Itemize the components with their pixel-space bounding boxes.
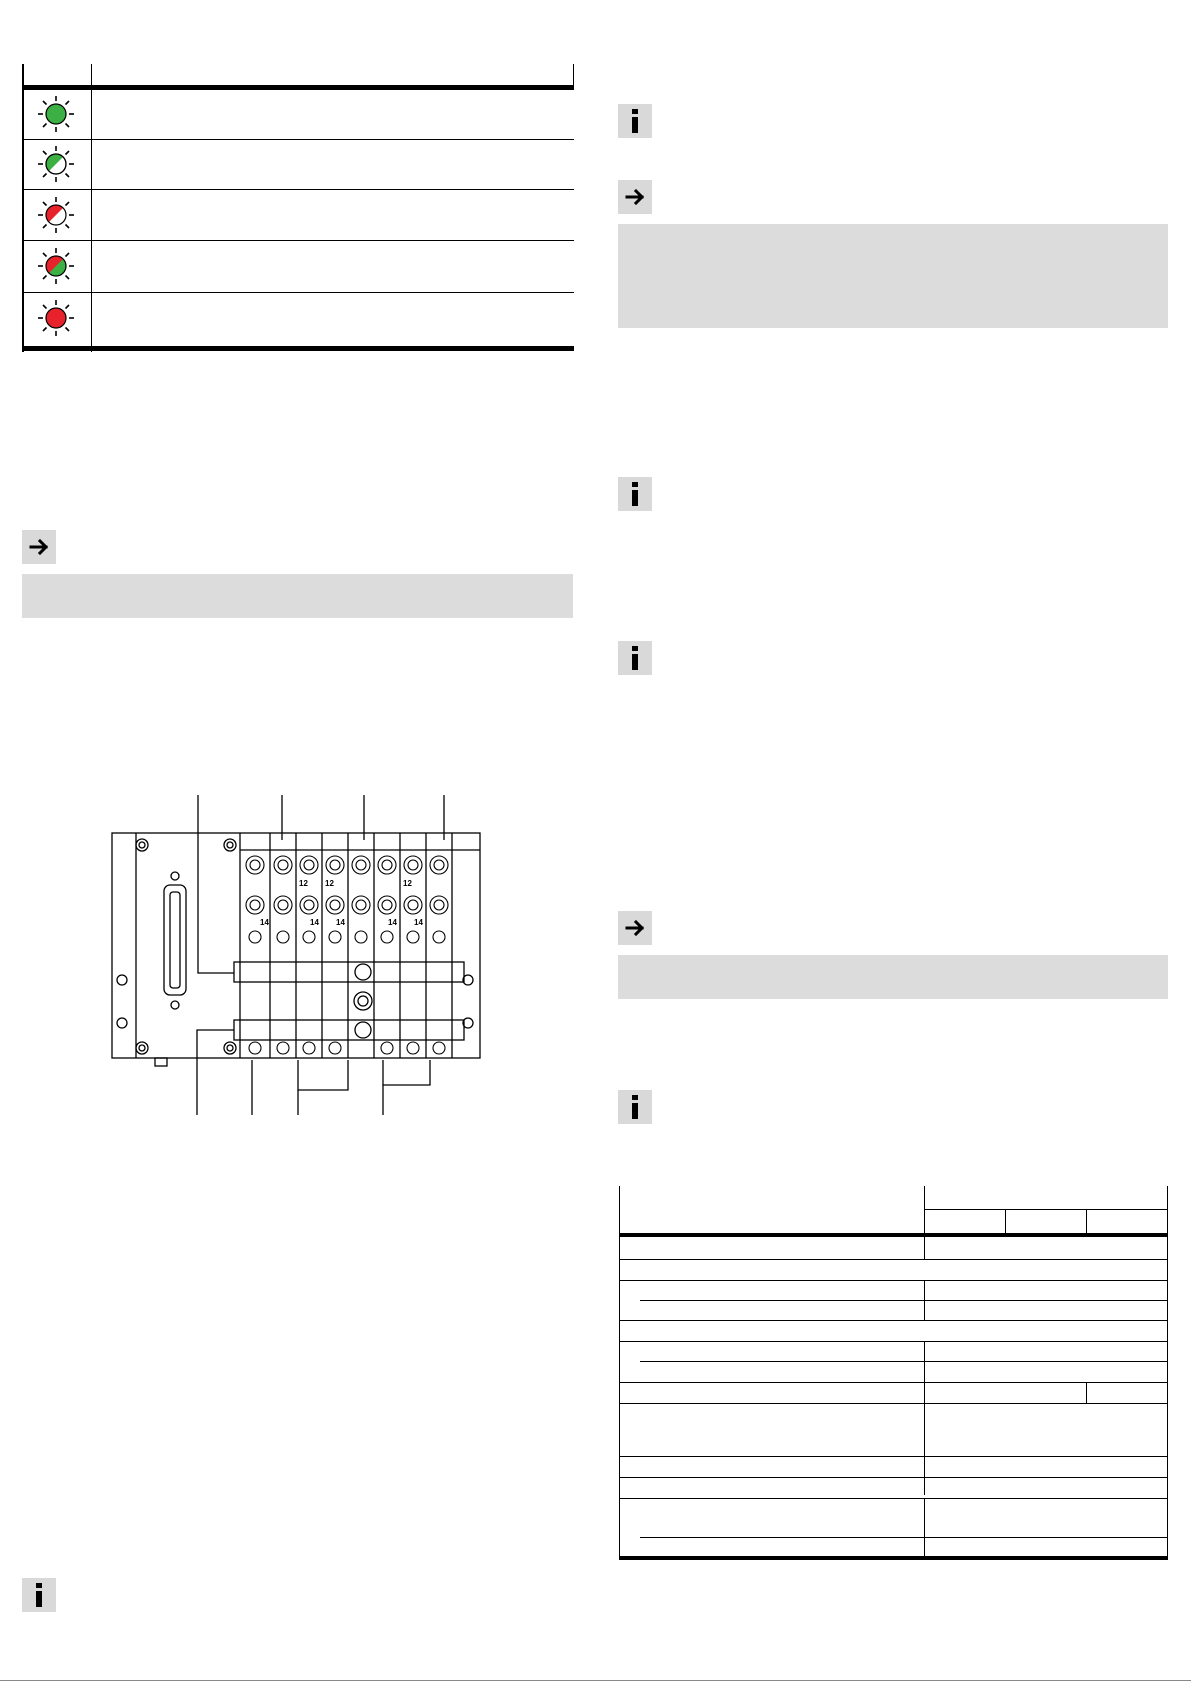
table-header-subcol (1005, 1209, 1006, 1234)
table-header-subcol (1086, 1209, 1087, 1234)
info-icon (618, 641, 652, 675)
led-green-flashing-icon (36, 144, 76, 184)
table-border-left (619, 1186, 620, 1560)
valve-terminal-figure (100, 790, 490, 1120)
arrow-right-icon (618, 911, 652, 945)
table-header-rule (619, 1233, 1168, 1237)
table-bottom-rule (619, 1556, 1168, 1560)
led-red-flashing-icon (36, 195, 76, 235)
table-row-divider (619, 1280, 1168, 1281)
port-label-14: 14 (336, 918, 345, 927)
instruction-banner (22, 574, 573, 618)
table-row-divider (640, 1537, 1168, 1538)
table-row-divider (619, 1320, 1168, 1321)
info-icon (618, 1090, 652, 1124)
table-row-divider (22, 139, 574, 140)
table-border-right (1167, 1186, 1168, 1560)
port-label-14: 14 (414, 918, 423, 927)
table-row-divider (619, 1259, 1168, 1260)
table-row-divider (619, 1456, 1168, 1457)
table-row-divider (619, 1477, 1168, 1478)
table-row-divider (619, 1498, 1168, 1499)
port-label-14: 14 (310, 918, 319, 927)
instruction-banner (618, 224, 1168, 328)
table-row-divider (640, 1361, 1168, 1362)
table-column-divider (91, 64, 92, 352)
table-bottom-rule (22, 346, 574, 351)
table-column-divider (1086, 1382, 1087, 1403)
table-header-rule (22, 85, 574, 90)
port-label-14: 14 (260, 918, 269, 927)
table-row-divider (22, 292, 574, 293)
arrow-right-icon (22, 530, 56, 564)
table-column-divider (924, 1186, 925, 1260)
table-border-left (22, 64, 24, 352)
port-label-12: 12 (325, 879, 334, 888)
arrow-right-icon (618, 180, 652, 214)
instruction-banner (618, 955, 1168, 999)
info-icon (618, 477, 652, 511)
info-icon (22, 1578, 56, 1612)
port-label-12: 12 (299, 879, 308, 888)
port-label-14: 14 (388, 918, 397, 927)
table-header-subrule (924, 1209, 1168, 1210)
table-column-divider (924, 1498, 925, 1558)
info-icon (618, 104, 652, 138)
table-row-divider (22, 189, 574, 190)
led-red-icon (36, 298, 76, 338)
led-red-green-icon (36, 246, 76, 286)
table-row-divider (619, 1403, 1168, 1404)
page-footer-rule (0, 1680, 1191, 1681)
table-column-divider (924, 1341, 925, 1495)
table-row-divider (640, 1300, 1168, 1301)
led-green-icon (36, 94, 76, 134)
table-row-divider (619, 1341, 1168, 1342)
port-label-12: 12 (403, 879, 412, 888)
table-row-divider (22, 240, 574, 241)
